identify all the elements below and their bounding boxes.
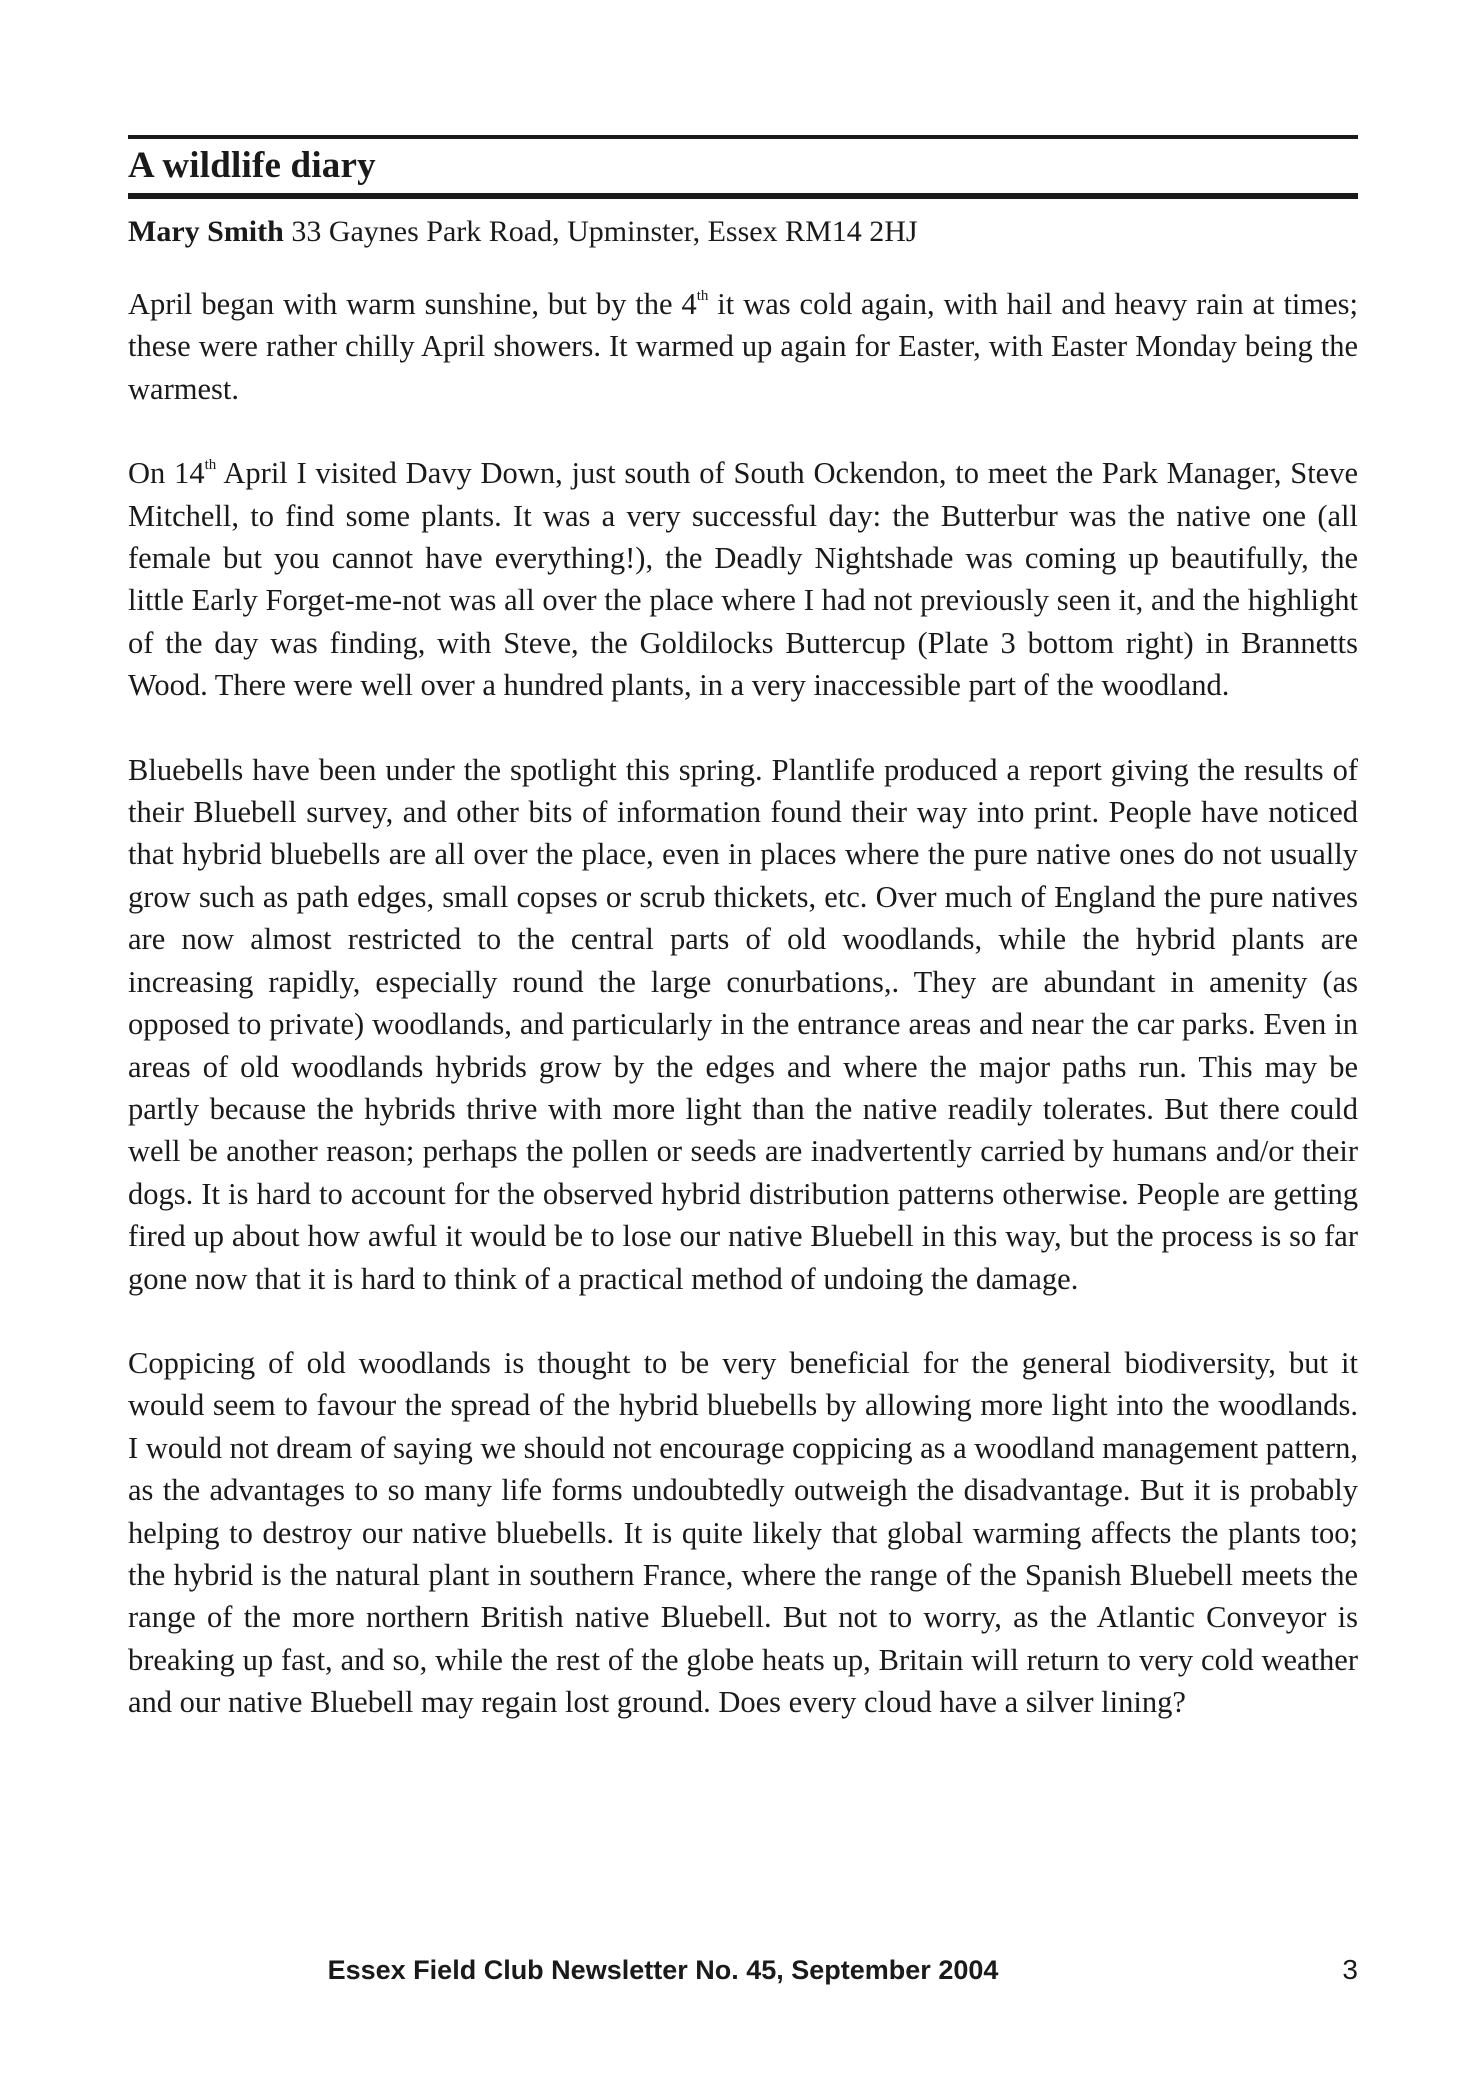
author-name: Mary Smith bbox=[128, 215, 284, 248]
paragraph-1 bbox=[128, 283, 1358, 410]
paragraph-1-text-b: it was cold again, with hail and heavy rain at times; these were rather chilly April showers. It warmed up again for Easter, with Easter Monday being the warmest. bbox=[128, 287, 1359, 406]
paragraph-2-text-b: April I visited Davy Down, just south of South Ockendon, to meet the Park Manager, Steve Mitchell, to find some plants. It was a very successful day: the Butterbur was the native one (all female but you cannot have everything!), the Deadly Nightshade was coming up beautifully, the little Early Forget-me-not was all over the place where I had not previously seen it, and the highlight of the day was finding, with Steve, the Goldilocks Buttercup (Plate 3 bottom right) in Brannetts Wood. There were well over a hundred plants, in a very inaccessible part of the woodland. bbox=[128, 456, 1359, 703]
paragraph-2 bbox=[128, 452, 1358, 706]
byline bbox=[128, 210, 1358, 254]
paragraph-2-text-a: On 14 bbox=[128, 456, 205, 491]
ordinal-suffix: th bbox=[204, 457, 217, 474]
page-number: 3 bbox=[1342, 1954, 1358, 1985]
article-body bbox=[128, 283, 1358, 1766]
newsletter-citation: Essex Field Club Newsletter No. 45, September 2004 bbox=[327, 1955, 999, 1985]
page-footer bbox=[128, 1950, 1358, 1990]
article-title: A wildlife diary bbox=[128, 145, 376, 186]
title-rule-bottom bbox=[128, 193, 1358, 199]
document-page bbox=[128, 0, 1358, 2100]
ordinal-suffix: th bbox=[696, 288, 709, 304]
title-rule-top bbox=[128, 135, 1358, 139]
paragraph-4: Coppicing of old woodlands is thought to be very beneficial for the general biodiversity, but it would seem to favour the spread of the hybrid bluebells by allowing more light into the woodlands. I would not dream of saying we should not encourage coppicing as a woodland management pattern, as the advantages to so many life forms undoubtedly outweigh the disadvantage. But it is probably helping to destroy our native bluebells. It is quite likely that global warming affects the plants too; the hybrid is the natural plant in southern France, where the range of the Spanish Bluebell meets the range of the more northern British native Bluebell. But not to worry, as the Atlantic Conveyor is breaking up fast, and so, while the rest of the globe heats up, Britain will return to very cold weather and our native Bluebell may regain lost ground. Does every cloud have a silver lining? bbox=[128, 1345, 1358, 1720]
author-address: 33 Gaynes Park Road, Upminster, Essex RM14 2HJ bbox=[283, 215, 918, 248]
paragraph-1-text-a: April began with warm sunshine, but by the 4 bbox=[128, 287, 697, 321]
paragraph-3: Bluebells have been under the spotlight this spring. Plantlife produced a report giving the results of their Bluebell survey, and other bits of information found their way into print. People have noticed that hybrid bluebells are all over the place, even in places where the pure native ones do not usually grow such as path edges, small copses or scrub thickets, etc. Over much of England the pure natives are now almost restricted to the central parts of old woodlands, while the hybrid plants are increasing rapidly, especially round the large conurbations,. They are abundant in amenity (as opposed to private) woodlands, and particularly in the entrance areas and near the car parks. Even in areas of old woodlands hybrids grow by the edges and where the major paths run. This may be partly because the hybrids thrive with more light than the native readily tolerates. But there could well be another reason; perhaps the pollen or seeds are inadvertently carried by humans and/or their dogs. It is hard to account for the observed hybrid distribution patterns otherwise. People are getting fired up about how awful it would be to lose our native Bluebell in this way, but the process is so far gone now that it is hard to think of a practical method of undoing the damage. bbox=[128, 752, 1358, 1296]
